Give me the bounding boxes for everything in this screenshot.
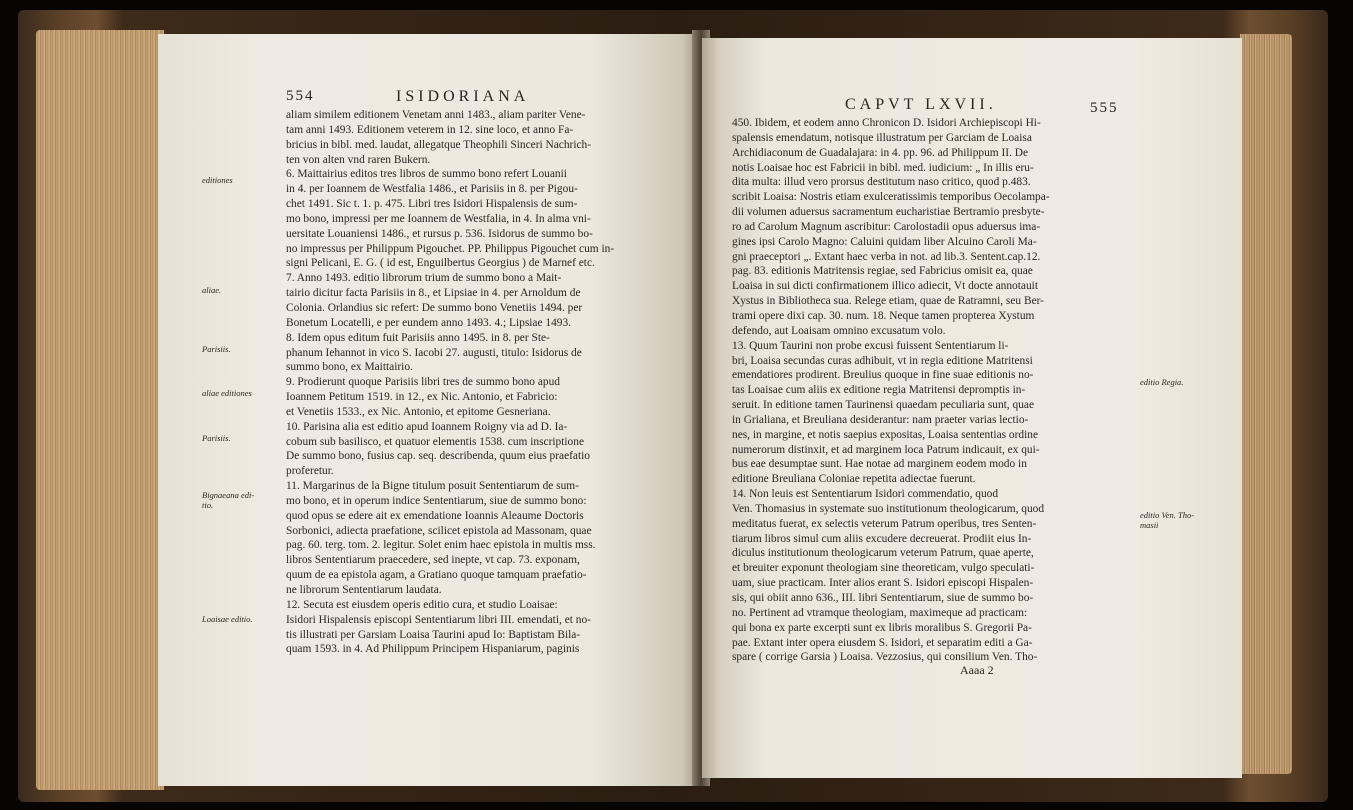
text-line: spalensis emendatum, notisque illustratum per Garciam de Loaisa (732, 131, 1032, 144)
text-line: ro ad Carolum Magnum ascribitur: Carolostadii opus aduersus ima- (732, 220, 1041, 233)
left-text-block (286, 108, 614, 657)
text-line: gines ipsi Carolo Magno: Caluini quidam liber Alcuino Caroli Ma- (732, 235, 1037, 248)
page-number: 554 (286, 88, 315, 104)
left-page (158, 34, 698, 786)
text-line: 10. Parisina alia est editio apud Ioannem Roigny via ad D. Ia- (286, 420, 568, 433)
text-line: 450. Ibidem, et eodem anno Chronicon D. Isidori Archiepiscopi Hi- (732, 117, 1041, 129)
text-line: uersitate Louaniensi 1486., et rursus p. 536. Isidorus de summo bo- (286, 227, 593, 240)
text-line: summo bono, ex Maittairio. (286, 361, 413, 374)
text-line: libros Sententiarum praecedere, sed inepte, vt cap. 73. exponam, (286, 554, 580, 567)
text-line: no impressus per Philippum Pigouchet. PP. Philippus Pigouchet cum in- (286, 242, 615, 255)
text-line: mo bono, et in operum indice Sententiarum, siue de summo bono: (286, 494, 587, 507)
text-line: 9. Prodierunt quoque Parisiis libri tres de summo bono apud (286, 376, 560, 389)
text-line: aliam similem editionem Venetam anni 1483., aliam pariter Vene- (286, 109, 586, 121)
margin-note: masii (1140, 520, 1159, 530)
text-line: et Venetiis 1533., ex Nic. Antonio, et epitome Gesneriana. (286, 405, 551, 418)
text-line: 12. Secuta est eiusdem operis editio cura, et studio Loaisae: (286, 598, 558, 611)
text-line: tam anni 1493. Editionem veterem in 12. sine loco, et anno Fa- (286, 123, 574, 136)
text-line: bri, Loaisa secundas curas adhibuit, vt in regia editione Matritensi (732, 354, 1033, 367)
text-line: meditatus fuerat, ex selectis veterum Patrum operibus, tres Senten- (732, 517, 1037, 530)
text-line: Colonia. Orlandius sic refert: De summo bono Venetiis 1494. per (286, 301, 583, 314)
text-line: pag. 83. editionis Matritensis regiae, sed Fabricius omisit ea, quae (732, 265, 1033, 278)
text-line: 11. Margarinus de la Bigne titulum posuit Sententiarum de sum- (286, 480, 579, 493)
text-line: 14. Non leuis est Sententiarum Isidori commendatio, quod (732, 488, 999, 501)
margin-note: Parisiis. (202, 344, 231, 354)
text-line: dii volumen aduersus sacramentum eucharistiae Bertramio presbyte- (732, 206, 1045, 219)
margin-note: Loaisae editio. (202, 614, 253, 624)
signature-mark: Aaaa 2 (960, 663, 994, 677)
running-head: CAPVT LXVII. (845, 96, 997, 113)
margin-note: editio Regia. (1140, 377, 1184, 387)
page-edges-right (1240, 34, 1292, 774)
text-line: Loaisa in sui dicti confirmationem illico adiecit, Vt docte annotauit (732, 280, 1038, 293)
text-line: notis Loaisae hoc est Fabricii in bibl. med. iudicium: „ In illis eru- (732, 161, 1034, 174)
text-line: tiarum libros simul cum aliis excudere decreuerat. Prodiit eius In- (732, 532, 1032, 545)
text-line: emendatiores prodirent. Breulius quoque in fine suae editionis no- (732, 369, 1034, 382)
text-line: bus eae desumptae sunt. Hae notae ad marginem eodem modo in (732, 458, 1027, 471)
text-line: defendo, aut Loaisam omnino excusatum volo. (732, 324, 946, 337)
text-line: editione Breuliana Coloniae repetita adiectae fuerunt. (732, 473, 976, 486)
text-line: tas Loaisae cum aliis ex editione regia Matritensi depromptis in- (732, 384, 1026, 397)
text-line: 13. Quum Taurini non probe excusi fuissent Sententiarum li- (732, 339, 1009, 352)
text-line: signi Pelicani, E. G. ( id est, Enguilbertus Georgius ) de Marnef etc. (286, 257, 595, 270)
right-page (702, 38, 1242, 778)
page-number: 555 (1090, 100, 1119, 116)
margin-note: aliae. (202, 285, 222, 295)
text-line: cobum sub basilisco, et quatuor elementis 1538. cum inscriptione (286, 435, 584, 448)
text-line: qui bona ex parte excerpti sunt ex libris moralibus S. Gregorii Pa- (732, 621, 1032, 634)
text-line: Ioannem Petitum 1519. in 12., ex Nic. Antonio, et Fabricio: (286, 391, 558, 404)
text-line: 6. Maittairius editos tres libros de summo bono refert Louanii (286, 168, 567, 181)
text-line: Bonetum Locatelli, e per eundem anno 1493. 4.; Lipsiae 1493. (286, 316, 572, 329)
text-line: mo bono, impressi per me Ioannem de Westfalia, in 4. In alma vni- (286, 212, 591, 225)
text-line: pag. 60. terg. tom. 2. legitur. Solet enim haec epistola in multis mss. (286, 539, 596, 552)
text-line: trami opere dixi cap. 30. num. 18. Neque tamen propterea Xystum (732, 309, 1035, 322)
right-text-block (732, 116, 1050, 665)
text-line: numerorum distinxit, et ad marginem loca Patrum indicauit, ex qui- (732, 443, 1040, 456)
margin-note: Bignaeana edi- (202, 490, 255, 500)
text-line: ne librorum Sententiarum laudata. (286, 584, 442, 596)
text-line: chet 1491. Sic t. 1. p. 475. Libri tres Isidori Hispalensis de sum- (286, 198, 578, 211)
margin-note: editio Ven. Tho- (1140, 510, 1195, 520)
text-line: 7. Anno 1493. editio librorum trium de summo bono a Mait- (286, 272, 562, 285)
margin-note: Parisiis. (202, 433, 231, 443)
text-line: quam 1593. in 4. Ad Philippum Principem Hispaniarum, paginis (286, 643, 580, 656)
text-line: quum de ea epistola agam, a Gratiano quoque tamquam praefatio- (286, 569, 587, 582)
text-line: Archidiaconum de Guadalajara: in 4. pp. 96. ad Philippum II. De (732, 146, 1029, 159)
text-line: et breuiter exponunt theologiam sine theoreticam, vulgo speculati- (732, 562, 1035, 575)
text-line: nes, in margine, et notis saepius expositas, Loaisa sententias ordine (732, 428, 1039, 441)
running-head: ISIDORIANA (396, 88, 530, 105)
text-line: dita multa: illud vero prorsus destitutum naso critico, quod p.483. (732, 176, 1031, 189)
text-line: uam, siue practicam. Inter alios erant S. Isidori episcopi Hispalen- (732, 577, 1034, 590)
text-line: tis illustrati per Garsiam Loaisa Taurini apud Io: Baptistam Bila- (286, 628, 581, 641)
text-line: Ven. Thomasius in systemate suo institutionum theologicarum, quod (732, 502, 1045, 515)
margin-note: aliae editiones (202, 388, 252, 398)
margin-note: tio. (202, 500, 214, 510)
text-line: Xystus in Bibliotheca sua. Relege etiam, quae de Ratramni, seu Ber- (732, 295, 1044, 308)
margin-note: editiones (202, 175, 233, 185)
text-line: proferetur. (286, 465, 334, 478)
text-line: sis, qui obiit anno 636., III. libri Sententiarum, siue de summo bo- (732, 592, 1034, 604)
page-edges-left (36, 30, 164, 790)
text-line: ten von alten vnd raren Bukern. (286, 153, 431, 166)
text-line: De summo bono, fusius cap. seq. describenda, quum eius praefatio (286, 450, 590, 463)
text-line: 8. Idem opus editum fuit Parisiis anno 1495. in 8. per Ste- (286, 331, 550, 344)
text-line: phanum Iehannot in vico S. Iacobi 27. augusti, titulo: Isidorus de (286, 346, 582, 359)
text-line: no. Pertinent ad vtramque theologiam, maximeque ad practicam: (732, 606, 1028, 619)
text-line: in 4. per Ioannem de Westfalia 1486., et Parisiis in 8. per Pigou- (286, 183, 578, 196)
text-line: Isidori Hispalensis episcopi Sententiarum libri III. emendati, et no- (286, 613, 591, 626)
text-line: Sorbonici, adiecta praefatione, scilicet epistola ad Massonam, quae (286, 524, 592, 537)
text-line: tairio dicitur facta Parisiis in 8., et Lipsiae in 4. per Arnoldum de (286, 287, 581, 300)
text-line: in Grialiana, et Breuliana desiderantur: nam praeter varias lectio- (732, 413, 1029, 426)
text-line: pae. Extant inter opera eiusdem S. Isidori, et separatim editi a Ga- (732, 636, 1033, 649)
text-line: diculus institutionum theologicarum veterum Patrum, quae aperte, (732, 547, 1034, 560)
text-line: seruit. In editione tamen Taurinensi quaedam peculiaria sunt, quae (732, 399, 1035, 412)
text-line: bricius in bibl. med. laudat, allegatque Theophili Sinceri Nachrich- (286, 138, 592, 151)
text-line: spare ( corrige Garsia ) Loaisa. Vezzosius, qui consilium Ven. Tho- (732, 651, 1038, 664)
text-line: gni praeceptori „. Extant haec verba in not. ad lib.3. Sentent.cap.12. (732, 250, 1041, 263)
text-line: scribit Loaisa: Nostris etiam exulceratissimis temporibus Oecolampa- (732, 191, 1050, 204)
text-line: quod opus se edere ait ex emendatione Ioannis Aleaume Doctoris (286, 509, 584, 522)
